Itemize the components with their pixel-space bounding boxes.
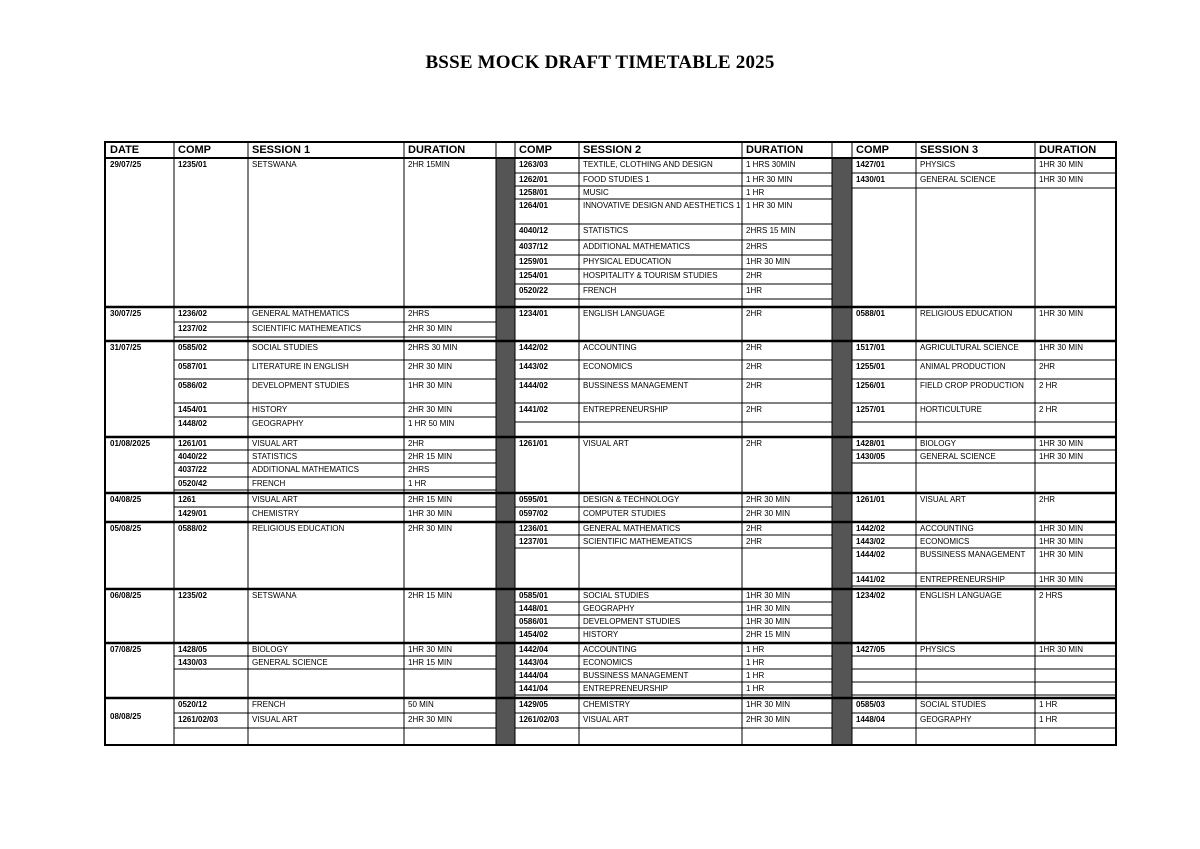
duration-cell: 2HR [746,537,763,546]
comp-cell: 1430/05 [856,452,885,461]
comp-cell: 0520/12 [178,700,207,709]
duration-cell: 1 HR [746,684,765,693]
comp-cell: 1442/04 [519,645,548,654]
subject-cell: INNOVATIVE DESIGN AND AESTHETICS 1 [583,201,741,210]
comp-cell: 1443/02 [856,537,885,546]
duration-cell: 2HR [746,381,763,390]
comp-cell: 0520/42 [178,479,207,488]
subject-cell: ACCOUNTING [583,645,637,654]
comp-cell: 1234/02 [856,591,885,600]
subject-cell: VISUAL ART [920,495,966,504]
duration-cell: 2HRS [746,242,768,251]
page-title: BSSE MOCK DRAFT TIMETABLE 2025 [425,52,775,73]
duration-cell: 1HR 30 MIN [1039,550,1084,559]
subject-cell: DEVELOPMENT STUDIES [252,381,350,390]
subject-cell: BUSSINESS MANAGEMENT [583,381,689,390]
duration-cell: 2HR 30 MIN [746,715,791,724]
subject-cell: HORTICULTURE [920,405,982,414]
comp-cell: 1254/01 [519,271,548,280]
comp-cell: 1237/01 [519,537,548,546]
duration-cell: 1 HR 30 MIN [746,175,793,184]
column-header: COMP [178,144,211,156]
comp-cell: 1234/01 [519,309,548,318]
column-header: DURATION [1039,144,1097,156]
date-cell: 30/07/25 [110,309,142,318]
duration-cell: 1 HR [1039,700,1058,709]
comp-cell: 1259/01 [519,257,548,266]
duration-cell: 2HR 30 MIN [408,362,453,371]
subject-cell: SCIENTIFIC MATHEMEATICS [252,324,362,333]
comp-cell: 0520/22 [519,286,548,295]
duration-cell: 2HR 30 MIN [408,524,453,533]
duration-cell: 2HR 30 MIN [746,495,791,504]
duration-cell: 2 HRS [1039,591,1063,600]
subject-cell: FIELD CROP PRODUCTION [920,381,1024,390]
subject-cell: ADDITIONAL MATHEMATICS [252,465,359,474]
subject-cell: STATISTICS [252,452,298,461]
subject-cell: CHEMISTRY [252,509,299,518]
comp-cell: 1236/01 [519,524,548,533]
comp-cell: 1441/02 [519,405,548,414]
comp-cell: 1429/05 [519,700,548,709]
duration-cell: 1HR 15 MIN [408,658,453,667]
subject-cell: PHYSICS [920,160,956,169]
subject-cell: BUSSINESS MANAGEMENT [920,550,1026,559]
date-cell: 04/08/25 [110,495,142,504]
duration-cell: 1HR 30 MIN [746,591,791,600]
duration-cell: 1HR 30 MIN [408,645,453,654]
duration-cell: 1HR 30 MIN [746,604,791,613]
subject-cell: ECONOMICS [583,362,633,371]
duration-cell: 1HR [746,286,763,295]
subject-cell: TEXTILE, CLOTHING AND DESIGN [583,160,713,169]
duration-cell: 1 HRS 30MIN [746,160,796,169]
subject-cell: BIOLOGY [252,645,289,654]
subject-cell: STATISTICS [583,226,629,235]
subject-cell: SCIENTIFIC MATHEMEATICS [583,537,693,546]
date-cell: 06/08/25 [110,591,142,600]
comp-cell: 4037/22 [178,465,207,474]
subject-cell: PHYSICS [920,645,956,654]
comp-cell: 1255/01 [856,362,885,371]
duration-cell: 2HR 15 MIN [746,630,791,639]
duration-cell: 1 HR [1039,715,1058,724]
duration-cell: 1HR 30 MIN [746,617,791,626]
comp-cell: 0588/01 [856,309,885,318]
duration-cell: 2HR 15MIN [408,160,450,169]
duration-cell: 1HR 30 MIN [1039,645,1084,654]
comp-cell: 1236/02 [178,309,207,318]
comp-cell: 4040/22 [178,452,207,461]
subject-cell: VISUAL ART [583,715,629,724]
duration-cell: 1HR 30 MIN [1039,575,1084,584]
comp-cell: 1444/02 [519,381,548,390]
duration-cell: 1HR 30 MIN [746,700,791,709]
subject-cell: FRENCH [252,700,286,709]
comp-cell: 1428/05 [178,645,207,654]
comp-cell: 1261/01 [856,495,885,504]
duration-cell: 2HRS [408,465,430,474]
duration-cell: 2HRS [408,309,430,318]
subject-cell: ENTREPRENEURSHIP [583,405,668,414]
duration-cell: 2HR 30 MIN [408,715,453,724]
comp-cell: 0585/03 [856,700,885,709]
comp-cell: 1454/01 [178,405,207,414]
subject-cell: ENGLISH LANGUAGE [583,309,665,318]
comp-cell: 1428/01 [856,439,885,448]
subject-cell: GENERAL SCIENCE [920,452,996,461]
comp-cell: 0588/02 [178,524,207,533]
comp-cell: 1257/01 [856,405,885,414]
comp-cell: 0595/01 [519,495,548,504]
comp-cell: 1237/02 [178,324,207,333]
duration-cell: 1HR 30 MIN [1039,160,1084,169]
subject-cell: VISUAL ART [583,439,629,448]
comp-cell: 4037/12 [519,242,548,251]
duration-cell: 1HR 30 MIN [1039,537,1084,546]
subject-cell: FRENCH [583,286,617,295]
duration-cell: 1 HR [746,671,765,680]
date-cell: 08/08/25 [110,712,142,721]
subject-cell: SOCIAL STUDIES [252,343,318,352]
duration-cell: 50 MIN [408,700,434,709]
comp-cell: 1444/02 [856,550,885,559]
subject-cell: HISTORY [583,630,619,639]
subject-cell: RELIGIOUS EDUCATION [252,524,345,533]
duration-cell: 2HR 30 MIN [408,405,453,414]
column-header: COMP [519,144,552,156]
duration-cell: 2HRS 15 MIN [746,226,796,235]
comp-cell: 1235/01 [178,160,207,169]
subject-cell: GENERAL MATHEMATICS [252,309,350,318]
comp-cell: 0597/02 [519,509,548,518]
subject-cell: ADDITIONAL MATHEMATICS [583,242,690,251]
subject-cell: GENERAL MATHEMATICS [583,524,681,533]
duration-cell: 1HR 30 MIN [1039,452,1084,461]
subject-cell: GEOGRAPHY [252,419,304,428]
duration-cell: 2HR 15 MIN [408,452,453,461]
date-cell: 31/07/25 [110,343,142,352]
duration-cell: 1 HR 50 MIN [408,419,455,428]
subject-cell: ACCOUNTING [583,343,637,352]
subject-cell: ENTREPRENEURSHIP [583,684,668,693]
duration-cell: 1HR 30 MIN [746,257,791,266]
duration-cell: 1HR 30 MIN [1039,343,1084,352]
subject-cell: CHEMISTRY [583,700,630,709]
duration-cell: 1 HR [746,645,765,654]
subject-cell: ENTREPRENEURSHIP [920,575,1005,584]
comp-cell: 1429/01 [178,509,207,518]
duration-cell: 2HR [746,439,763,448]
comp-cell: 1448/02 [178,419,207,428]
comp-cell: 0585/01 [519,591,548,600]
duration-cell: 1 HR 30 MIN [746,201,793,210]
subject-cell: FOOD STUDIES 1 [583,175,650,184]
comp-cell: 1442/02 [519,343,548,352]
comp-cell: 1261/01 [519,439,548,448]
date-cell: 01/08/2025 [110,439,151,448]
subject-cell: SOCIAL STUDIES [920,700,986,709]
comp-cell: 1430/01 [856,175,885,184]
date-cell: 29/07/25 [110,160,142,169]
comp-cell: 1256/01 [856,381,885,390]
comp-cell: 1443/04 [519,658,548,667]
timetable [104,141,1117,746]
comp-cell: 1258/01 [519,188,548,197]
comp-cell: 1448/04 [856,715,885,724]
duration-cell: 1 HR [746,658,765,667]
duration-cell: 2HR [746,271,763,280]
subject-cell: SETSWANA [252,160,297,169]
comp-cell: 0586/01 [519,617,548,626]
subject-cell: GEOGRAPHY [583,604,635,613]
subject-cell: AGRICULTURAL SCIENCE [920,343,1019,352]
column-header: DATE [110,144,140,156]
column-header: DURATION [408,144,466,156]
subject-cell: PHYSICAL EDUCATION [583,257,672,266]
duration-cell: 1 HR [746,188,765,197]
subject-cell: GENERAL SCIENCE [252,658,328,667]
subject-cell: RELIGIOUS EDUCATION [920,309,1013,318]
comp-cell: 1443/02 [519,362,548,371]
comp-cell: 1441/02 [856,575,885,584]
comp-cell: 1454/02 [519,630,548,639]
comp-cell: 1427/05 [856,645,885,654]
subject-cell: DESIGN & TECHNOLOGY [583,495,680,504]
comp-cell: 1427/01 [856,160,885,169]
duration-cell: 2HR [1039,362,1056,371]
subject-cell: HOSPITALITY & TOURISM STUDIES [583,271,718,280]
comp-cell: 1264/01 [519,201,548,210]
duration-cell: 2HR [746,362,763,371]
subject-cell: DEVELOPMENT STUDIES [583,617,681,626]
duration-cell: 1HR 30 MIN [1039,439,1084,448]
subject-cell: LITERATURE IN ENGLISH [252,362,349,371]
duration-cell: 1HR 30 MIN [1039,175,1084,184]
subject-cell: HISTORY [252,405,288,414]
duration-cell: 1HR 30 MIN [408,509,453,518]
duration-cell: 2HR [746,309,763,318]
subject-cell: MUSIC [583,188,609,197]
comp-cell: 1441/04 [519,684,548,693]
duration-cell: 1HR 30 MIN [1039,309,1084,318]
subject-cell: SOCIAL STUDIES [583,591,649,600]
comp-cell: 1261/02/03 [178,715,219,724]
subject-cell: VISUAL ART [252,439,298,448]
subject-cell: SETSWANA [252,591,297,600]
comp-cell: 0585/02 [178,343,207,352]
comp-cell: 1444/04 [519,671,548,680]
duration-cell: 2HR 15 MIN [408,495,453,504]
duration-cell: 2 HR [1039,381,1058,390]
comp-cell: 1517/01 [856,343,885,352]
subject-cell: FRENCH [252,479,286,488]
subject-cell: GEOGRAPHY [920,715,972,724]
date-cell: 07/08/25 [110,645,142,654]
session-separator [496,158,515,744]
subject-cell: VISUAL ART [252,495,298,504]
duration-cell: 2HR 15 MIN [408,591,453,600]
comp-cell: 0586/02 [178,381,207,390]
column-header: SESSION 2 [583,144,642,156]
column-header: SESSION 3 [920,144,979,156]
comp-cell: 1235/02 [178,591,207,600]
duration-cell: 2HR 30 MIN [408,324,453,333]
comp-cell: 1263/03 [519,160,548,169]
comp-cell: 1448/01 [519,604,548,613]
column-header: SESSION 1 [252,144,311,156]
comp-cell: 1430/03 [178,658,207,667]
date-cell: 05/08/25 [110,524,142,533]
duration-cell: 1 HR [408,479,427,488]
duration-cell: 2HR [408,439,425,448]
subject-cell: BIOLOGY [920,439,957,448]
subject-cell: GENERAL SCIENCE [920,175,996,184]
comp-cell: 4040/12 [519,226,548,235]
comp-cell: 1262/01 [519,175,548,184]
duration-cell: 2HR [746,405,763,414]
subject-cell: ANIMAL PRODUCTION [920,362,1006,371]
comp-cell: 1261/01 [178,439,207,448]
duration-cell: 2HR [746,524,763,533]
comp-cell: 1261/02/03 [519,715,560,724]
subject-cell: VISUAL ART [252,715,298,724]
column-header: COMP [856,144,889,156]
subject-cell: COMPUTER STUDIES [583,509,666,518]
duration-cell: 2HR [1039,495,1056,504]
column-header: DURATION [746,144,804,156]
duration-cell: 2HR [746,343,763,352]
duration-cell: 1HR 30 MIN [1039,524,1084,533]
subject-cell: ENGLISH LANGUAGE [920,591,1002,600]
subject-cell: ECONOMICS [920,537,970,546]
subject-cell: BUSSINESS MANAGEMENT [583,671,689,680]
comp-cell: 1261 [178,495,196,504]
comp-cell: 0587/01 [178,362,207,371]
comp-cell: 1442/02 [856,524,885,533]
session-separator [832,158,852,744]
subject-cell: ECONOMICS [583,658,633,667]
duration-cell: 2 HR [1039,405,1058,414]
duration-cell: 2HRS 30 MIN [408,343,458,352]
duration-cell: 2HR 30 MIN [746,509,791,518]
subject-cell: ACCOUNTING [920,524,974,533]
duration-cell: 1HR 30 MIN [408,381,453,390]
